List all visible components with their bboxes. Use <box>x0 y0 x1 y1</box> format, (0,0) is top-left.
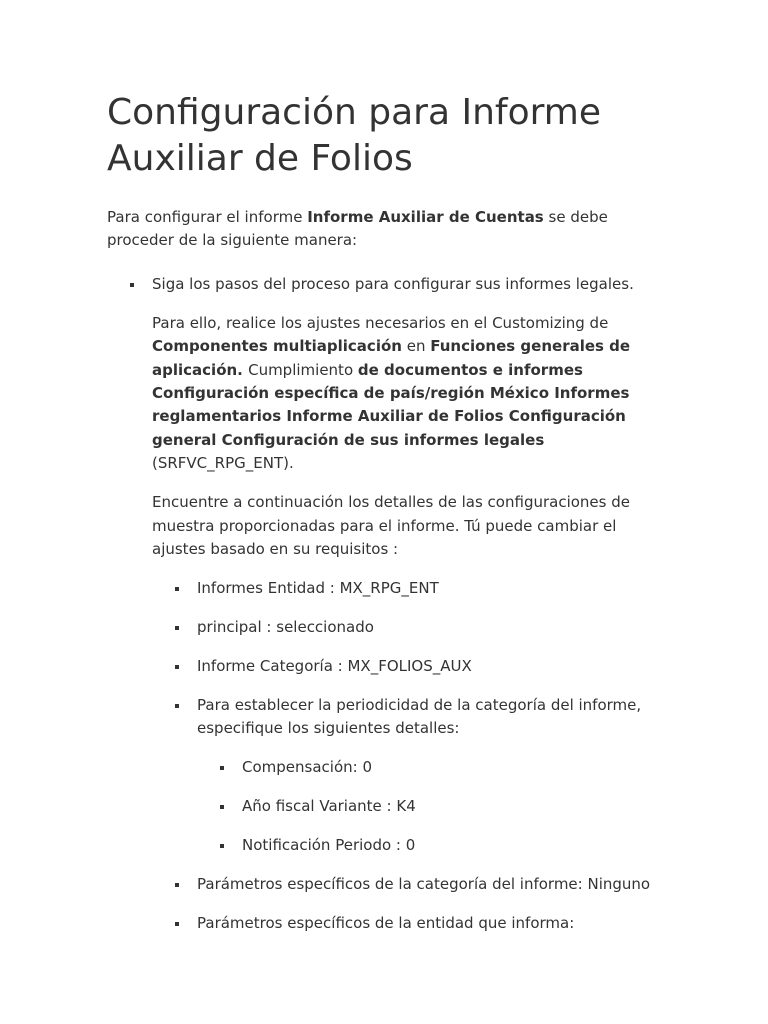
list-item <box>152 873 660 896</box>
page-title: Configuración para Informe Auxiliar de Folios <box>107 92 601 179</box>
periodicity-text: Compensación: 0 <box>242 758 372 777</box>
setting-text: principal : seleccionado <box>197 618 374 637</box>
square-bullet-icon <box>220 766 224 770</box>
settings-list <box>152 577 660 936</box>
square-bullet-icon <box>175 587 179 591</box>
step-1-text: Siga los pasos del proceso para configurar sus informes legales. <box>152 274 634 293</box>
details-intro-paragraph: Encuentre a continuación los detalles de las configuraciones de muestra proporcionadas para el informe. Tú puede cambiar el ajustes basado en su requisitos : <box>152 493 630 559</box>
intro-paragraph <box>107 206 660 253</box>
path-text-2: en <box>401 337 431 356</box>
report-name: Informe Auxiliar de Cuentas <box>307 208 544 226</box>
square-bullet-icon <box>175 922 179 926</box>
setting-text: Parámetros específicos de la categoría del informe: Ninguno <box>197 875 651 894</box>
list-item-step-1 <box>107 273 660 936</box>
list-item <box>197 834 660 857</box>
square-bullet-icon <box>175 665 179 669</box>
steps-list <box>107 273 660 936</box>
intro-prefix: Para configurar el informe <box>107 208 308 226</box>
square-bullet-icon <box>220 844 224 848</box>
square-bullet-icon <box>175 704 179 708</box>
square-bullet-icon <box>130 283 134 287</box>
path-bold-3: de documentos e informes Configuración específica de país/región México Informes reglamentarios Informe Auxiliar de Folios Configuración general Configuración de sus informes legales <box>152 360 630 449</box>
list-item <box>197 795 660 818</box>
list-item <box>152 616 660 639</box>
square-bullet-icon <box>220 805 224 809</box>
path-bold-2: Funciones generales de aplicación. <box>152 337 631 379</box>
list-item <box>197 756 660 779</box>
list-item <box>152 577 660 600</box>
setting-text: Informes Entidad : MX_RPG_ENT <box>197 579 439 598</box>
intro-suffix: se debe proceder de la siguiente manera: <box>107 208 608 250</box>
customizing-path-paragraph <box>152 312 660 476</box>
periodicity-text: Notificación Periodo : 0 <box>242 836 416 855</box>
setting-text: Informe Categoría : MX_FOLIOS_AUX <box>197 657 472 676</box>
square-bullet-icon <box>175 883 179 887</box>
square-bullet-icon <box>175 626 179 630</box>
setting-text: Para establecer la periodicidad de la categoría del informe, especifique los siguientes detalles: <box>197 696 642 738</box>
setting-text: Parámetros específicos de la entidad que informa: <box>197 914 575 933</box>
path-text-3: Cumplimiento <box>248 360 358 379</box>
list-item <box>152 655 660 678</box>
path-text-4: (SRFVC_RPG_ENT). <box>152 454 294 473</box>
list-item <box>152 912 660 935</box>
periodicity-list <box>197 756 660 857</box>
path-text-1: Para ello, realice los ajustes necesarios en el Customizing de <box>152 313 609 332</box>
periodicity-text: Año fiscal Variante : K4 <box>242 797 416 816</box>
path-bold-1: Componentes multiaplicación <box>152 337 402 356</box>
list-item <box>152 694 660 858</box>
